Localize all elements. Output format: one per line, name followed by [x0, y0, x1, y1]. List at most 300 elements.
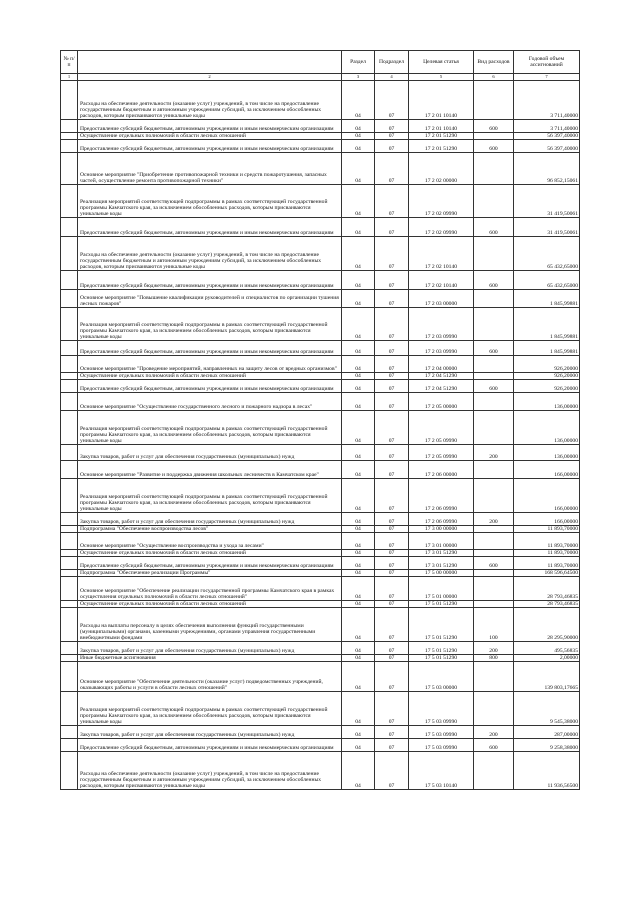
table-row	[61, 739, 580, 752]
row-section: 04	[342, 513, 375, 526]
row-section: 04	[342, 608, 375, 642]
row-amount: 31 419,50061	[514, 185, 580, 218]
row-amount: 28 793,46835	[514, 601, 580, 608]
row-amount: 28 295,90000	[514, 608, 580, 642]
row-target-article: 17 2 01 10140	[409, 81, 474, 120]
row-name: Предоставление субсидий бюджетным, автономным учреждениям и иным некоммерческим организациям	[78, 120, 342, 133]
row-target-article: 17 2 03 00000	[409, 290, 474, 308]
row-amount: 28 793,46835	[514, 577, 580, 601]
column-number: 3	[342, 74, 375, 81]
row-section: 04	[342, 445, 375, 461]
row-number	[61, 526, 78, 533]
table-row	[61, 642, 580, 655]
row-amount: 11 893,70000	[514, 533, 580, 550]
row-section: 04	[342, 533, 375, 550]
row-target-article: 17 2 05 09990	[409, 411, 474, 445]
row-expense-type: 600	[474, 557, 514, 570]
row-expense-type: 200	[474, 726, 514, 739]
row-expense-type	[474, 570, 514, 577]
table-row	[61, 185, 580, 218]
row-name: Основное мероприятие "Обеспечение деятельности (оказание услуг) подведомственных учреждений, оказывающих работы и услуги в области лесных отношений"	[78, 662, 342, 692]
row-number	[61, 739, 78, 752]
row-number	[61, 533, 78, 550]
table-row	[61, 290, 580, 308]
table-row	[61, 608, 580, 642]
row-number	[61, 153, 78, 185]
row-subsection: 07	[375, 570, 409, 577]
row-amount: 136,00000	[514, 393, 580, 411]
row-amount: 56 397,40000	[514, 133, 580, 140]
table-row	[61, 726, 580, 739]
row-amount: 3 711,40000	[514, 81, 580, 120]
row-name: Осуществление отдельных полномочий в области лесных отношений	[78, 601, 342, 608]
row-section: 04	[342, 557, 375, 570]
table-header-row	[61, 51, 580, 74]
row-amount: 11 936,56500	[514, 752, 580, 790]
row-expense-type: 600	[474, 739, 514, 752]
row-name: Предоставление субсидий бюджетным, автономным учреждениям и иным некоммерческим организациям	[78, 218, 342, 237]
column-number: 6	[474, 74, 514, 81]
column-number: 5	[409, 74, 474, 81]
row-name: Осуществление отдельных полномочий в области лесных отношений	[78, 550, 342, 557]
row-number	[61, 290, 78, 308]
column-number-row	[61, 74, 580, 81]
row-expense-type	[474, 290, 514, 308]
column-number: 2	[78, 74, 342, 81]
table-row	[61, 513, 580, 526]
table-row	[61, 662, 580, 692]
row-section: 04	[342, 185, 375, 218]
row-amount: 11 893,70000	[514, 550, 580, 557]
row-name: Расходы на обеспечение деятельности (оказание услуг) учреждений, в том числе на предоставление государственным бюджетным и автономным учреждениям субсидий, за исключением обособленных расходов, которым присваиваются уникальные коды	[78, 752, 342, 790]
row-section: 04	[342, 642, 375, 655]
table-row	[61, 380, 580, 393]
row-number	[61, 752, 78, 790]
row-name: Основное мероприятие "Осуществление государственного лесного и пожарного надзора в лесах"	[78, 393, 342, 411]
row-target-article: 17 5 01 51290	[409, 601, 474, 608]
table-row	[61, 461, 580, 479]
row-number	[61, 601, 78, 608]
row-section: 04	[342, 411, 375, 445]
row-name: Предоставление субсидий бюджетным, автономным учреждениям и иным некоммерческим организациям	[78, 271, 342, 290]
column-number: 1	[61, 74, 78, 81]
row-number	[61, 692, 78, 726]
row-name: Основное мероприятие "Повышение квалификации руководителей и специалистов по организации тушения лесных пожаров"	[78, 290, 342, 308]
row-target-article: 17 3 01 51290	[409, 550, 474, 557]
row-name: Подпрограмма "Обеспечение реализации Программы"	[78, 570, 342, 577]
row-amount: 926,20000	[514, 356, 580, 373]
row-amount: 136,00000	[514, 411, 580, 445]
row-amount: 11 893,70000	[514, 557, 580, 570]
row-number	[61, 726, 78, 739]
row-amount: 166,00000	[514, 479, 580, 513]
table-row	[61, 479, 580, 513]
row-subsection: 07	[375, 120, 409, 133]
row-subsection: 07	[375, 577, 409, 601]
row-target-article: 17 3 01 51290	[409, 557, 474, 570]
row-section: 04	[342, 550, 375, 557]
row-target-article: 17 3 00 00000	[409, 526, 474, 533]
row-target-article: 17 2 02 09990	[409, 218, 474, 237]
row-subsection: 07	[375, 308, 409, 341]
row-expense-type	[474, 393, 514, 411]
row-name: Основное мероприятие "Обеспечение реализации государственной программы Камчатского края в рамках осуществления отдельных полномочий в области лесных отношений"	[78, 577, 342, 601]
row-subsection: 07	[375, 513, 409, 526]
budget-table	[60, 50, 580, 790]
row-section: 04	[342, 341, 375, 356]
row-name: Реализация мероприятий соответствующей подпрограммы в рамках соответствующей государственной программы Камчатского края, за исключением обособленных расходов, которым присваиваются уникальные коды	[78, 185, 342, 218]
row-expense-type	[474, 692, 514, 726]
row-section: 04	[342, 692, 375, 726]
row-section: 04	[342, 479, 375, 513]
table-row	[61, 557, 580, 570]
row-name: Предоставление субсидий бюджетным, автономным учреждениям и иным некоммерческим организациям	[78, 380, 342, 393]
row-name: Расходы на обеспечение деятельности (оказание услуг) учреждений, в том числе на предоставление государственным бюджетным и автономным учреждениям субсидий, за исключением обособленных расходов, которым присваиваются уникальные коды	[78, 81, 342, 120]
row-subsection: 07	[375, 290, 409, 308]
row-expense-type	[474, 752, 514, 790]
row-number	[61, 479, 78, 513]
row-amount: 2,00000	[514, 655, 580, 662]
row-section: 04	[342, 373, 375, 380]
row-number	[61, 642, 78, 655]
column-number: 4	[375, 74, 409, 81]
row-target-article: 17 5 03 09990	[409, 692, 474, 726]
row-name: Реализация мероприятий соответствующей подпрограммы в рамках соответствующей государственной программы Камчатского края, за исключением обособленных расходов, которым присваиваются уникальные коды	[78, 692, 342, 726]
row-expense-type	[474, 133, 514, 140]
row-name: Предоставление субсидий бюджетным, автономным учреждениям и иным некоммерческим организациям	[78, 557, 342, 570]
row-subsection: 07	[375, 655, 409, 662]
row-number	[61, 380, 78, 393]
row-subsection: 07	[375, 557, 409, 570]
row-amount: 11 893,70000	[514, 526, 580, 533]
row-expense-type	[474, 577, 514, 601]
row-number	[61, 341, 78, 356]
row-section: 04	[342, 393, 375, 411]
row-subsection: 07	[375, 526, 409, 533]
row-section: 04	[342, 577, 375, 601]
table-row	[61, 752, 580, 790]
row-amount: 926,20000	[514, 373, 580, 380]
table-row	[61, 237, 580, 271]
row-subsection: 07	[375, 550, 409, 557]
row-subsection: 07	[375, 185, 409, 218]
row-expense-type: 200	[474, 642, 514, 655]
row-target-article: 17 5 01 00000	[409, 577, 474, 601]
row-amount: 166,00000	[514, 513, 580, 526]
table-row	[61, 655, 580, 662]
table-row	[61, 550, 580, 557]
row-number	[61, 557, 78, 570]
row-subsection: 07	[375, 601, 409, 608]
row-subsection: 07	[375, 479, 409, 513]
row-expense-type	[474, 533, 514, 550]
row-subsection: 07	[375, 533, 409, 550]
row-target-article: 17 2 05 09990	[409, 445, 474, 461]
row-subsection: 07	[375, 271, 409, 290]
table-row	[61, 577, 580, 601]
row-target-article: 17 2 02 10140	[409, 271, 474, 290]
row-amount: 495,56835	[514, 642, 580, 655]
row-subsection: 07	[375, 692, 409, 726]
row-section: 04	[342, 739, 375, 752]
row-number	[61, 461, 78, 479]
row-number	[61, 218, 78, 237]
row-subsection: 07	[375, 411, 409, 445]
table-row	[61, 692, 580, 726]
row-subsection: 07	[375, 218, 409, 237]
row-number	[61, 393, 78, 411]
row-name: Основное мероприятие "Проведение мероприятий, направленных на защиту лесов от вредных организмов"	[78, 356, 342, 373]
row-subsection: 07	[375, 662, 409, 692]
row-name: Реализация мероприятий соответствующей подпрограммы в рамках соответствующей государственной программы Камчатского края, за исключением обособленных расходов, которым присваиваются уникальные коды	[78, 308, 342, 341]
row-name: Иные бюджетные ассигнования	[78, 655, 342, 662]
row-subsection: 07	[375, 237, 409, 271]
row-section: 04	[342, 726, 375, 739]
table-row	[61, 533, 580, 550]
row-target-article: 17 2 06 09990	[409, 513, 474, 526]
row-expense-type: 600	[474, 140, 514, 153]
row-target-article: 17 5 03 09990	[409, 739, 474, 752]
row-target-article: 17 2 03 09990	[409, 341, 474, 356]
row-expense-type	[474, 461, 514, 479]
row-subsection: 07	[375, 726, 409, 739]
row-name: Основное мероприятие "Развитие и поддержка движения школьных лесничеств в Камчатском крае"	[78, 461, 342, 479]
row-amount: 1 845,99881	[514, 290, 580, 308]
row-subsection: 07	[375, 81, 409, 120]
row-name: Закупка товаров, работ и услуг для обеспечения государственных (муниципальных) нужд	[78, 642, 342, 655]
row-section: 04	[342, 237, 375, 271]
row-number	[61, 185, 78, 218]
row-amount: 65 432,65000	[514, 271, 580, 290]
table-row	[61, 120, 580, 133]
row-section: 04	[342, 526, 375, 533]
row-subsection: 07	[375, 445, 409, 461]
row-amount: 65 432,65000	[514, 237, 580, 271]
header-annual-amount: Годовой объем ассигнований	[514, 51, 580, 74]
table-row	[61, 601, 580, 608]
row-subsection: 07	[375, 461, 409, 479]
row-expense-type	[474, 479, 514, 513]
row-target-article: 17 2 04 51290	[409, 373, 474, 380]
row-amount: 1 845,99881	[514, 308, 580, 341]
row-subsection: 07	[375, 373, 409, 380]
row-section: 04	[342, 140, 375, 153]
row-expense-type	[474, 81, 514, 120]
row-subsection: 07	[375, 356, 409, 373]
row-section: 04	[342, 81, 375, 120]
row-section: 04	[342, 655, 375, 662]
table-row	[61, 393, 580, 411]
row-amount: 31 419,50061	[514, 218, 580, 237]
table-row	[61, 271, 580, 290]
row-amount: 287,00000	[514, 726, 580, 739]
row-subsection: 07	[375, 752, 409, 790]
row-target-article: 17 5 01 51290	[409, 608, 474, 642]
header-target-article: Целевая статья	[409, 51, 474, 74]
row-subsection: 07	[375, 380, 409, 393]
row-number	[61, 445, 78, 461]
table-row	[61, 133, 580, 140]
row-expense-type: 200	[474, 513, 514, 526]
row-subsection: 07	[375, 642, 409, 655]
table-row	[61, 153, 580, 185]
row-target-article: 17 2 06 09990	[409, 479, 474, 513]
row-number	[61, 237, 78, 271]
row-section: 04	[342, 570, 375, 577]
row-name: Предоставление субсидий бюджетным, автономным учреждениям и иным некоммерческим организациям	[78, 739, 342, 752]
row-target-article: 17 2 05 00000	[409, 393, 474, 411]
row-amount: 926,20000	[514, 380, 580, 393]
row-number	[61, 120, 78, 133]
row-target-article: 17 2 03 09990	[409, 308, 474, 341]
row-amount: 9 545,38000	[514, 692, 580, 726]
row-number	[61, 570, 78, 577]
table-row	[61, 218, 580, 237]
table-row	[61, 81, 580, 120]
row-expense-type: 800	[474, 655, 514, 662]
row-name: Предоставление субсидий бюджетным, автономным учреждениям и иным некоммерческим организациям	[78, 341, 342, 356]
row-target-article: 17 2 02 10140	[409, 237, 474, 271]
row-target-article: 17 5 00 00000	[409, 570, 474, 577]
table-row	[61, 411, 580, 445]
row-expense-type	[474, 550, 514, 557]
row-subsection: 07	[375, 608, 409, 642]
row-number	[61, 356, 78, 373]
row-target-article: 17 2 06 00000	[409, 461, 474, 479]
row-name: Основное мероприятие "Приобретение противопожарной техники и средств пожаротушения, запасных частей, осуществление ремонта противопожарной техники"	[78, 153, 342, 185]
row-expense-type: 200	[474, 445, 514, 461]
row-amount: 9 258,38000	[514, 739, 580, 752]
row-name: Закупка товаров, работ и услуг для обеспечения государственных (муниципальных) нужд	[78, 726, 342, 739]
row-number	[61, 608, 78, 642]
row-section: 04	[342, 133, 375, 140]
row-target-article: 17 2 02 00000	[409, 153, 474, 185]
row-target-article: 17 2 02 09990	[409, 185, 474, 218]
table-row	[61, 308, 580, 341]
row-expense-type	[474, 185, 514, 218]
row-number	[61, 411, 78, 445]
row-expense-type: 600	[474, 271, 514, 290]
row-target-article: 17 5 03 00000	[409, 662, 474, 692]
row-name: Основное мероприятие "Осуществление воспроизводства и ухода за лесами"	[78, 533, 342, 550]
table-row	[61, 356, 580, 373]
table-row	[61, 373, 580, 380]
row-expense-type: 600	[474, 218, 514, 237]
row-number	[61, 513, 78, 526]
header-no: № п/п	[61, 51, 78, 74]
row-name: Расходы на выплаты персоналу в целях обеспечения выполнения функций государственными (муниципальными) органами, казенными учреждениями, органами управления государственными внебюджетными фондами	[78, 608, 342, 642]
row-number	[61, 271, 78, 290]
row-section: 04	[342, 271, 375, 290]
row-target-article: 17 5 03 09990	[409, 726, 474, 739]
row-section: 04	[342, 290, 375, 308]
row-number	[61, 140, 78, 153]
row-expense-type	[474, 308, 514, 341]
row-name: Предоставление субсидий бюджетным, автономным учреждениям и иным некоммерческим организациям	[78, 140, 342, 153]
table-row	[61, 526, 580, 533]
row-number	[61, 577, 78, 601]
row-target-article: 17 5 03 10140	[409, 752, 474, 790]
table-body	[61, 81, 580, 790]
row-section: 04	[342, 120, 375, 133]
row-target-article: 17 2 01 51290	[409, 140, 474, 153]
row-expense-type: 600	[474, 120, 514, 133]
row-name: Реализация мероприятий соответствующей подпрограммы в рамках соответствующей государственной программы Камчатского края, за исключением обособленных расходов, которым присваиваются уникальные коды	[78, 411, 342, 445]
row-section: 04	[342, 153, 375, 185]
row-target-article: 17 2 04 00000	[409, 356, 474, 373]
row-section: 04	[342, 601, 375, 608]
row-name: Расходы на обеспечение деятельности (оказание услуг) учреждений, в том числе на предоставление государственным бюджетным и автономным учреждениям субсидий, за исключением обособленных расходов, которым присваиваются уникальные коды	[78, 237, 342, 271]
row-section: 04	[342, 356, 375, 373]
row-expense-type: 600	[474, 380, 514, 393]
row-subsection: 07	[375, 393, 409, 411]
row-section: 04	[342, 218, 375, 237]
row-name: Осуществление отдельных полномочий в области лесных отношений	[78, 133, 342, 140]
row-name: Закупка товаров, работ и услуг для обеспечения государственных (муниципальных) нужд	[78, 445, 342, 461]
row-section: 04	[342, 662, 375, 692]
row-amount: 1 845,99881	[514, 341, 580, 356]
row-subsection: 07	[375, 739, 409, 752]
row-amount: 96 852,15061	[514, 153, 580, 185]
row-expense-type	[474, 356, 514, 373]
row-name: Осуществление отдельных полномочий в области лесных отношений	[78, 373, 342, 380]
table-row	[61, 140, 580, 153]
row-amount: 166,00000	[514, 461, 580, 479]
row-section: 04	[342, 752, 375, 790]
row-expense-type	[474, 526, 514, 533]
row-target-article: 17 2 01 51290	[409, 133, 474, 140]
row-target-article: 17 5 01 51290	[409, 642, 474, 655]
column-number: 7	[514, 74, 580, 81]
row-expense-type	[474, 411, 514, 445]
row-subsection: 07	[375, 341, 409, 356]
row-name: Закупка товаров, работ и услуг для обеспечения государственных (муниципальных) нужд	[78, 513, 342, 526]
row-expense-type	[474, 237, 514, 271]
row-target-article: 17 5 01 51290	[409, 655, 474, 662]
row-section: 04	[342, 380, 375, 393]
header-expense-type: Вид расходов	[474, 51, 514, 74]
row-expense-type	[474, 373, 514, 380]
row-expense-type	[474, 601, 514, 608]
header-subsection: Подраздел	[375, 51, 409, 74]
row-number	[61, 662, 78, 692]
row-target-article: 17 2 04 51290	[409, 380, 474, 393]
row-expense-type	[474, 153, 514, 185]
header-section: Раздел	[342, 51, 375, 74]
row-name: Подпрограмма "Обеспечение воспроизводства лесов"	[78, 526, 342, 533]
row-section: 04	[342, 461, 375, 479]
table-row	[61, 445, 580, 461]
table-row	[61, 570, 580, 577]
row-expense-type: 600	[474, 341, 514, 356]
row-subsection: 07	[375, 133, 409, 140]
row-subsection: 07	[375, 140, 409, 153]
row-number	[61, 373, 78, 380]
row-section: 04	[342, 308, 375, 341]
budget-sheet	[60, 50, 579, 790]
row-amount: 136,00000	[514, 445, 580, 461]
header-name	[78, 51, 342, 74]
row-target-article: 17 2 01 10140	[409, 120, 474, 133]
row-expense-type: 100	[474, 608, 514, 642]
row-number	[61, 133, 78, 140]
row-amount: 139 803,17665	[514, 662, 580, 692]
row-number	[61, 308, 78, 341]
table-row	[61, 341, 580, 356]
row-number	[61, 81, 78, 120]
row-number	[61, 655, 78, 662]
row-target-article: 17 3 01 00000	[409, 533, 474, 550]
